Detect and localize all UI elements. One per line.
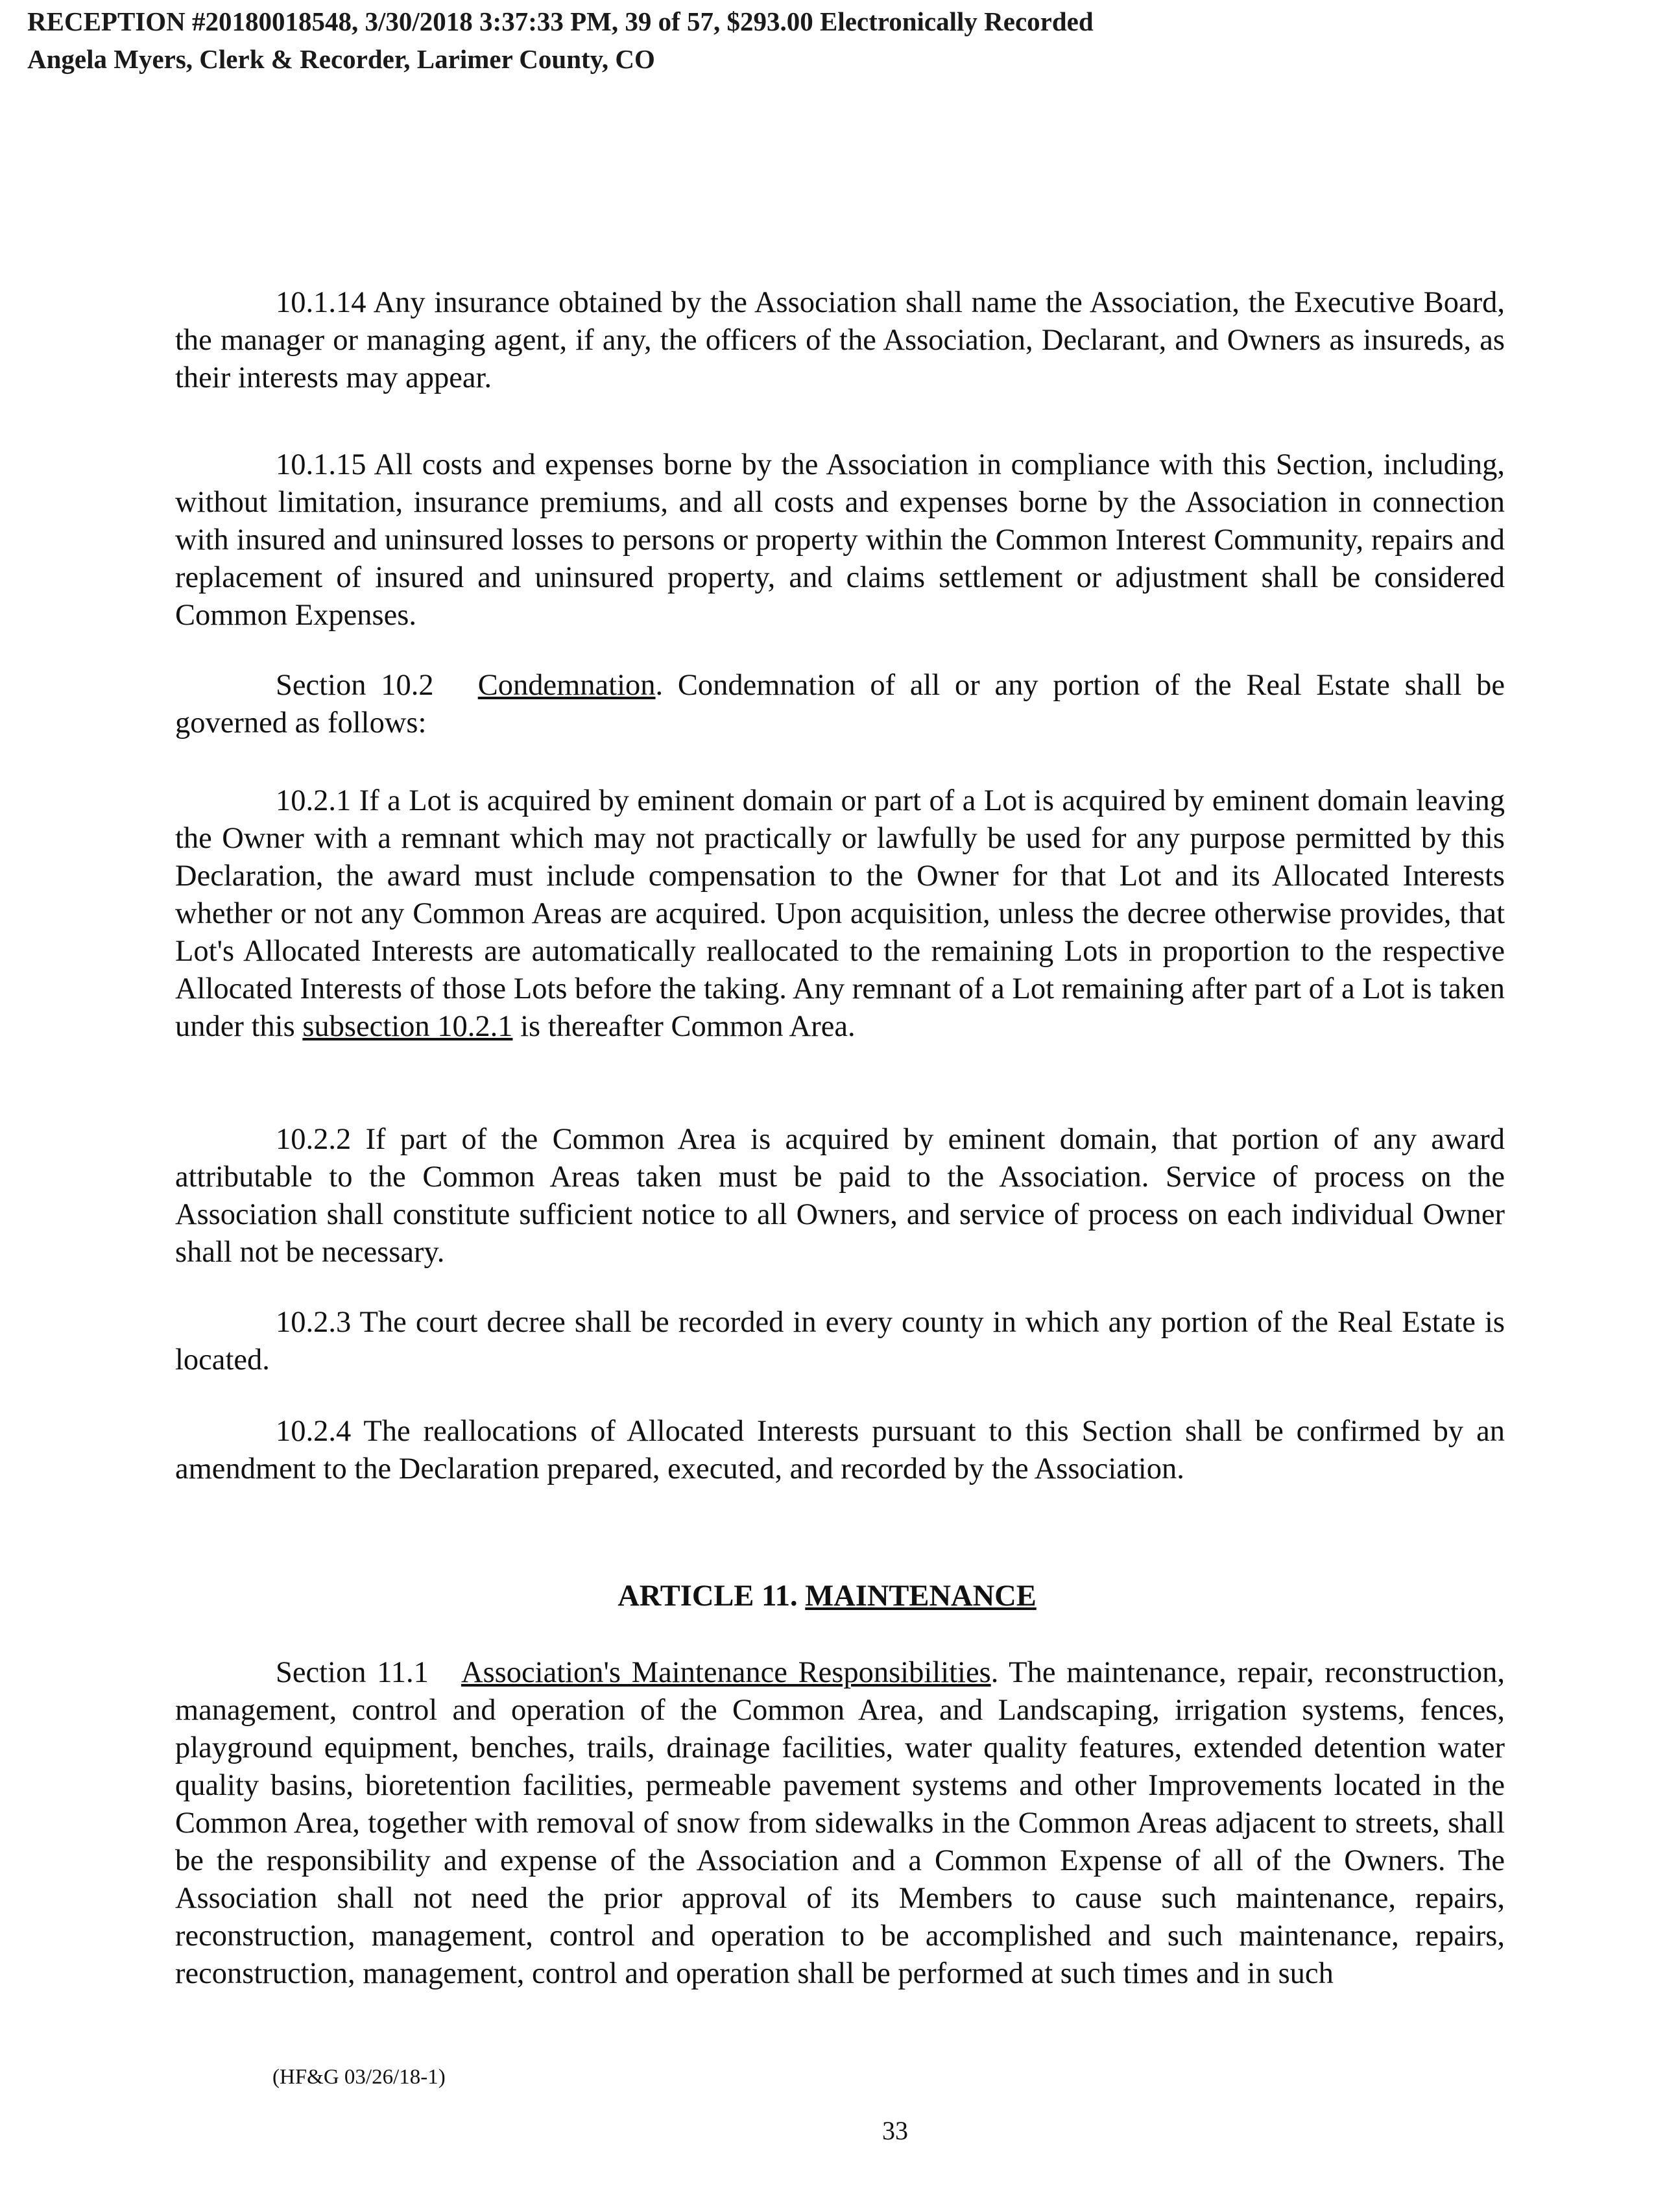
section-11-1-text: . The maintenance, repair, reconstruction, management, control and operation of the Common Area, and Landscaping, irrigation systems, fences, playground equipment, benches, trails, drainage facilities, water quality features, extended detention water quality basins, bioretention facilities, permeable pavement systems and other Improvements located in the Common Area, together with removal of snow from sidewalks in the Common Areas adjacent to streets, shall be the responsibility and expense of the Association and a Common Expense of all of the Owners. The Association shall not need the prior approval of its Members to cause such maintenance, repairs, reconstruction, management, control and operation to be accomplished and such maintenance, repairs, reconstruction, management, control and operation shall be performed at such times and in such [175, 1656, 1505, 1990]
article-11-heading [0, 1578, 1654, 1615]
page-number: 33 [882, 2116, 908, 2145]
article-11-label: ARTICLE 11. [617, 1580, 806, 1613]
recording-stamp-line-2: Angela Myers, Clerk & Recorder, Larimer County, CO [27, 44, 655, 74]
recording-stamp-line-1: RECEPTION #20180018548, 3/30/2018 3:37:33 PM, 39 of 57, $293.00 Electronically Recorded [27, 6, 1094, 36]
paragraph-10-1-14: 10.1.14 Any insurance obtained by the Association shall name the Association, the Executive Board, the manager or managing agent, if any, the officers of the Association, Declarant, and Owners as insureds, as their interests may appear. [175, 286, 1505, 394]
paragraph-10-2-1-tail: is thereafter Common Area. [512, 1010, 856, 1043]
subsection-reference: subsection 10.2.1 [302, 1010, 513, 1043]
section-11-1-label: Section 11.1 [276, 1656, 429, 1689]
paragraph-10-2-1 [175, 782, 1505, 1046]
recording-stamp [27, 3, 1094, 78]
paragraph-10-2-3: 10.2.3 The court decree shall be recorded in every county in which any portion of the Real Estate is located. [175, 1306, 1505, 1376]
section-10-2-text: . Condemnation of all or any portion of the Real Estate shall be governed as follows: [175, 669, 1505, 739]
paragraph-10-2-2: 10.2.2 If part of the Common Area is acquired by eminent domain, that portion of any award attributable to the Common Areas taken must be paid to the Association. Service of process on the Association shall constitute sufficient notice to all Owners, and service of process on each individual Owner shall not be necessary. [175, 1123, 1505, 1269]
section-11-1 [175, 1654, 1505, 1993]
paragraph-10-2-1-text: 10.2.1 If a Lot is acquired by eminent domain or part of a Lot is acquired by eminent domain leaving the Owner with a remnant which may not practically or lawfully be used for any purpose permitted by this Declaration, the award must include compensation to the Owner for that Lot and its Allocated Interests whether or not any Common Areas are acquired. Upon acquisition, unless the decree otherwise provides, that Lot's Allocated Interests are automatically reallocated to the remaining Lots in proportion to the respective Allocated Interests of those Lots before the taking. Any remnant of a Lot remaining after part of a Lot is taken under this [175, 784, 1505, 1043]
section-10-2-heading: Condemnation [477, 669, 656, 702]
paragraph-10-1-15: 10.1.15 All costs and expenses borne by the Association in compliance with this Section, including, without limitation, insurance premiums, and all costs and expenses borne by the Association in connection with insured and uninsured losses to persons or property within the Common Interest Community, repairs and replacement of insured and uninsured property, and claims settlement or adjustment shall be considered Common Expenses. [175, 448, 1505, 632]
paragraph-10-2-4: 10.2.4 The reallocations of Allocated Interests pursuant to this Section shall be confirmed by an amendment to the Declaration prepared, executed, and recorded by the Association. [175, 1415, 1505, 1485]
document-code: (HF&G 03/26/18-1) [272, 2065, 446, 2089]
section-10-2-label: Section 10.2 [276, 669, 434, 702]
article-11-title: MAINTENANCE [805, 1580, 1037, 1613]
section-11-1-heading: Association's Maintenance Responsibilities [461, 1656, 991, 1689]
section-10-2 [175, 667, 1505, 742]
